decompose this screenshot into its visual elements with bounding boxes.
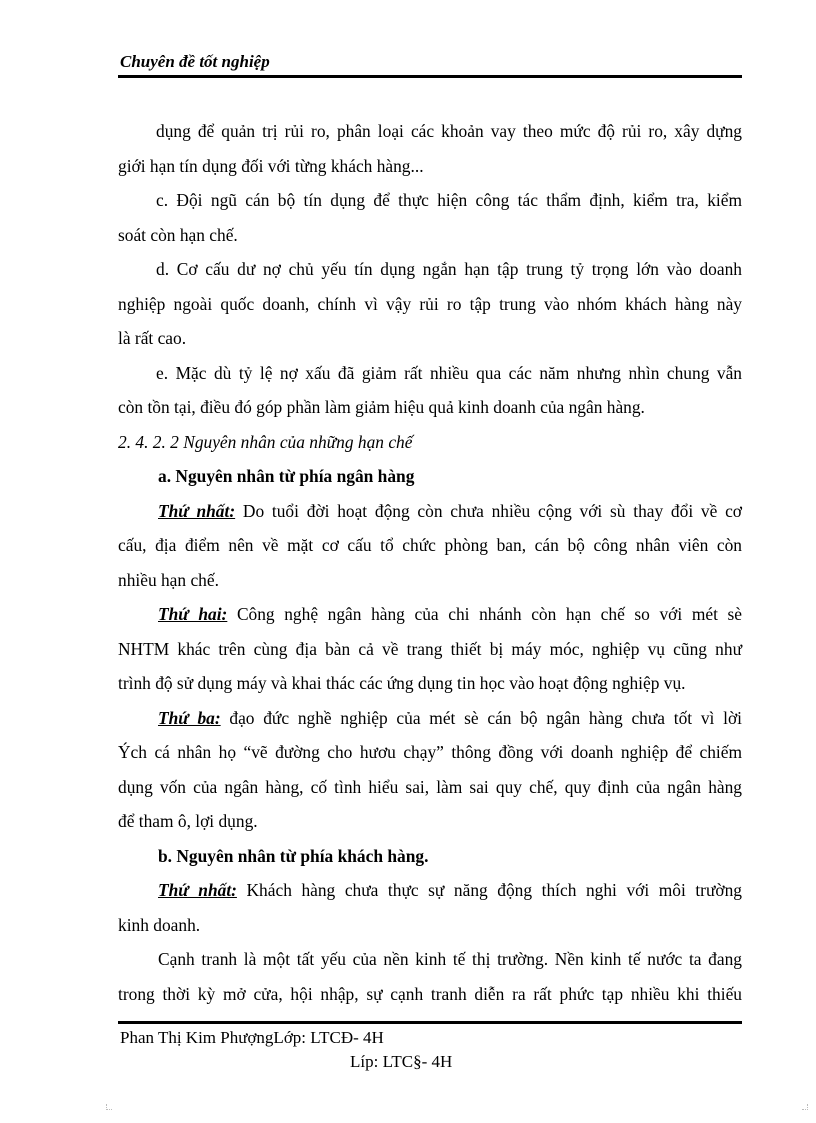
text-line: dụng vốn của ngân hàng, cố tình hiểu sai, làm sai quy chế, quy định của ngân hàng	[118, 776, 742, 797]
body-text	[118, 114, 742, 1011]
text-line: c. Đội ngũ cán bộ tín dụng để thực hiện công tác thẩm định, kiểm tra, kiểm	[156, 190, 742, 210]
text-line: giới hạn tín dụng đối với từng khách hàng...	[118, 155, 424, 176]
text-line: kinh doanh.	[118, 914, 201, 935]
text-line: NHTM khác trên cùng địa bàn cả về trang thiết bị máy móc, nghiệp vụ cũng như	[118, 638, 742, 659]
text-fragment: Khách hàng chưa thực sự năng động thích nghi với môi trường	[236, 880, 742, 900]
text-line: dụng để quản trị rủi ro, phân loại các khoản vay theo mức độ rủi ro, xây dựng	[156, 121, 742, 141]
text-fragment: đạo đức nghề nghiệp của mét sè cán bộ ngân hàng chưa tốt vì lời	[220, 707, 742, 728]
text-line: nhiều hạn chế.	[118, 569, 219, 590]
header-rule	[118, 75, 742, 78]
text-line: e. Mặc dù tỷ lệ nợ xấu đã giảm rất nhiều qua các năm nhưng nhìn chung vẫn	[156, 362, 742, 383]
text-line: còn tồn tại, điều đó góp phần làm giảm hiệu quả kinh doanh của ngân hàng.	[118, 397, 645, 417]
text-fragment: Do tuổi đời hoạt động còn chưa nhiều cộng với sù thay đổi về cơ	[235, 500, 742, 521]
text-line: cấu, địa điểm nên về mặt cơ cấu tổ chức phòng ban, cán bộ công nhân viên còn	[118, 535, 742, 555]
text-line	[118, 873, 742, 908]
footer-line-2: Líp: LTC§- 4H	[350, 1052, 453, 1071]
page-corner-mark	[106, 1104, 112, 1110]
text-line: nghiệp ngoài quốc doanh, chính vì vậy rủi ro tập trung vào nhóm khách hàng này	[118, 293, 742, 314]
text-line: soát còn hạn chế.	[118, 224, 238, 245]
heading-a: a. Nguyên nhân từ phía ngân hàng	[158, 466, 415, 486]
label-thu-hai: Thứ hai:	[158, 604, 228, 624]
heading-b: b. Nguyên nhân từ phía khách hàng.	[158, 845, 429, 866]
text-line: Cạnh tranh là một tất yếu của nền kinh tế thị trường. Nền kinh tế nước ta đang	[158, 949, 742, 969]
text-line: trong thời kỳ mở cửa, hội nhập, sự cạnh tranh diễn ra rất phức tạp nhiều khi thiếu	[118, 983, 742, 1004]
label-thu-ba: Thứ ba:	[158, 707, 221, 728]
text-fragment: Công nghệ ngân hàng của chi nhánh còn hạn chế so với mét sè	[227, 604, 742, 624]
footer-rule	[118, 1021, 742, 1024]
text-line: d. Cơ cấu dư nợ chủ yếu tín dụng ngắn hạn tập trung tỷ trọng lớn vào doanh	[156, 259, 742, 279]
header-title: Chuyên đề tốt nghiệp	[120, 52, 270, 71]
text-line	[118, 494, 742, 529]
label-thu-nhat-b: Thứ nhất:	[158, 880, 237, 900]
text-line	[118, 701, 742, 736]
text-line: trình độ sử dụng máy và khai thác các ứng dụng tin học vào hoạt động nghiệp vụ.	[118, 673, 686, 693]
footer-line-1: Phan Thị Kim PhượngLớp: LTCĐ- 4H	[120, 1028, 384, 1047]
section-heading: 2. 4. 2. 2 Nguyên nhân của những hạn chế	[118, 431, 413, 452]
label-thu-nhat: Thứ nhất:	[158, 500, 236, 521]
text-line: để tham ô, lợi dụng.	[118, 811, 258, 831]
text-line: là rất cao.	[118, 328, 187, 348]
text-line: Ých cá nhân họ “vẽ đường cho hươu chạy” thông đồng với doanh nghiệp để chiếm	[118, 742, 742, 762]
page-corner-mark	[802, 1104, 808, 1110]
text-line	[118, 597, 742, 632]
